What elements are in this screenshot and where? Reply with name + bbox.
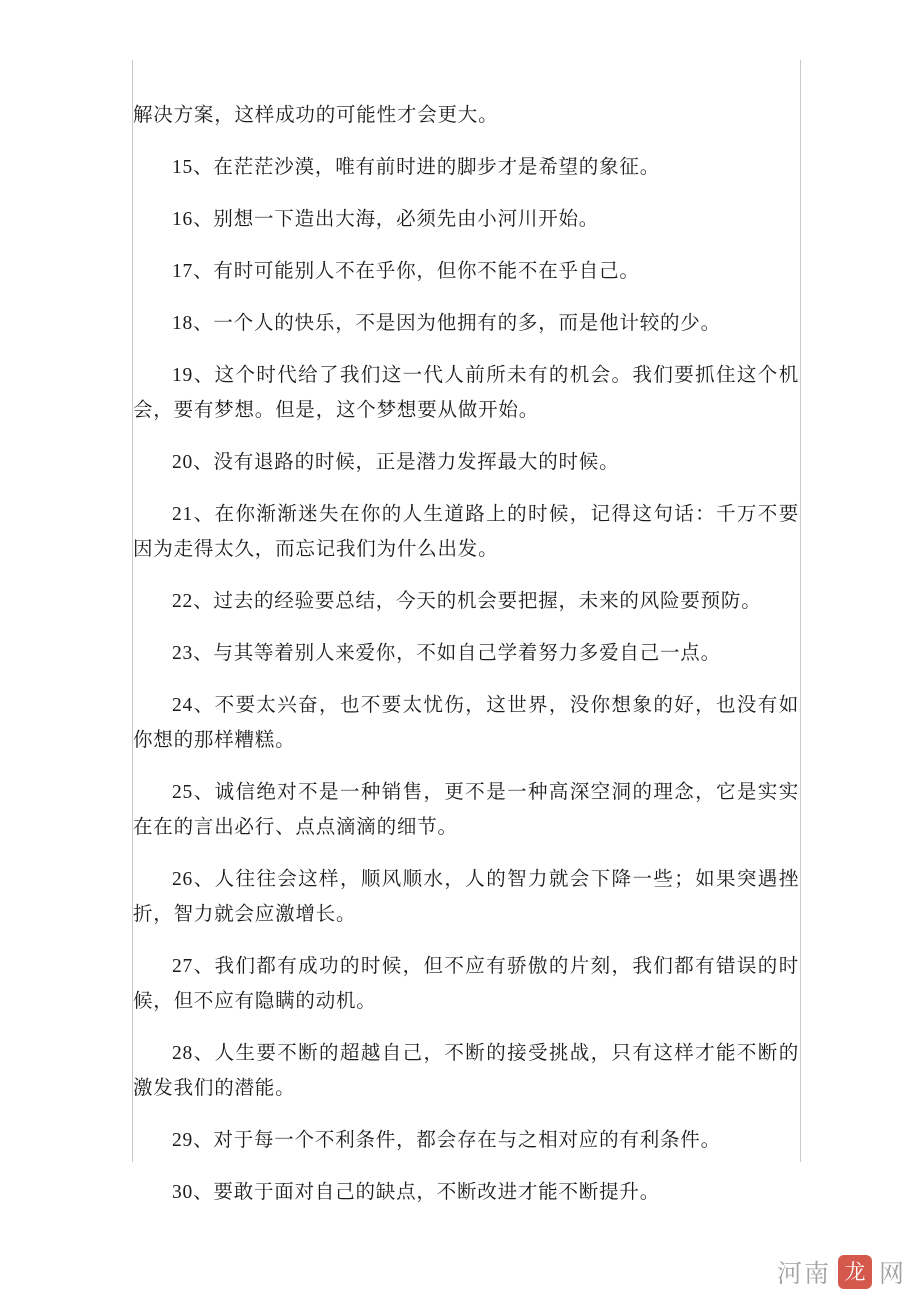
watermark-badge-icon: 龙 — [838, 1255, 872, 1289]
paragraph: 21、在你渐渐迷失在你的人生道路上的时候，记得这句话：千万不要因为走得太久，而忘记我们为什么出发。 — [133, 504, 799, 560]
page-right-rule — [800, 60, 801, 1162]
paragraph: 19、这个时代给了我们这一代人前所未有的机会。我们要抓住这个机会，要有梦想。但是，这个梦想要从做开始。 — [133, 365, 799, 421]
paragraph: 22、过去的经验要总结，今天的机会要把握，未来的风险要预防。 — [172, 591, 762, 612]
paragraph: 29、对于每一个不利条件，都会存在与之相对应的有利条件。 — [172, 1130, 721, 1151]
paragraph: 27、我们都有成功的时候，但不应有骄傲的片刻，我们都有错误的时候，但不应有隐瞒的动机。 — [133, 956, 799, 1012]
paragraph: 17、有时可能别人不在乎你，但你不能不在乎自己。 — [172, 261, 640, 282]
paragraph: 24、不要太兴奋，也不要太忧伤，这世界，没你想象的好，也没有如你想的那样糟糕。 — [133, 695, 799, 751]
site-watermark — [777, 1254, 906, 1290]
paragraph: 16、别想一下造出大海，必须先由小河川开始。 — [172, 209, 600, 230]
paragraph: 15、在茫茫沙漠，唯有前时进的脚步才是希望的象征。 — [172, 157, 661, 178]
paragraph: 26、人往往会这样，顺风顺水，人的智力就会下降一些；如果突遇挫折，智力就会应激增长。 — [133, 869, 799, 925]
watermark-text: 河南 — [776, 1261, 831, 1288]
paragraph: 23、与其等着别人来爱你，不如自己学着努力多爱自己一点。 — [172, 643, 721, 664]
paragraph: 解决方案，这样成功的可能性才会更大。 — [133, 105, 499, 126]
paragraph: 18、一个人的快乐，不是因为他拥有的多，而是他计较的少。 — [172, 313, 721, 334]
paragraph: 20、没有退路的时候，正是潜力发挥最大的时候。 — [172, 452, 620, 473]
paragraph: 30、要敢于面对自己的缺点，不断改进才能不断提升。 — [172, 1182, 661, 1203]
paragraph: 25、诚信绝对不是一种销售，更不是一种高深空洞的理念，它是实实在在的言出必行、点点滴滴的细节。 — [133, 782, 799, 838]
paragraph: 28、人生要不断的超越自己，不断的接受挑战，只有这样才能不断的激发我们的潜能。 — [133, 1043, 799, 1099]
watermark-suffix: 网 — [878, 1261, 906, 1288]
document-body — [133, 98, 799, 1227]
